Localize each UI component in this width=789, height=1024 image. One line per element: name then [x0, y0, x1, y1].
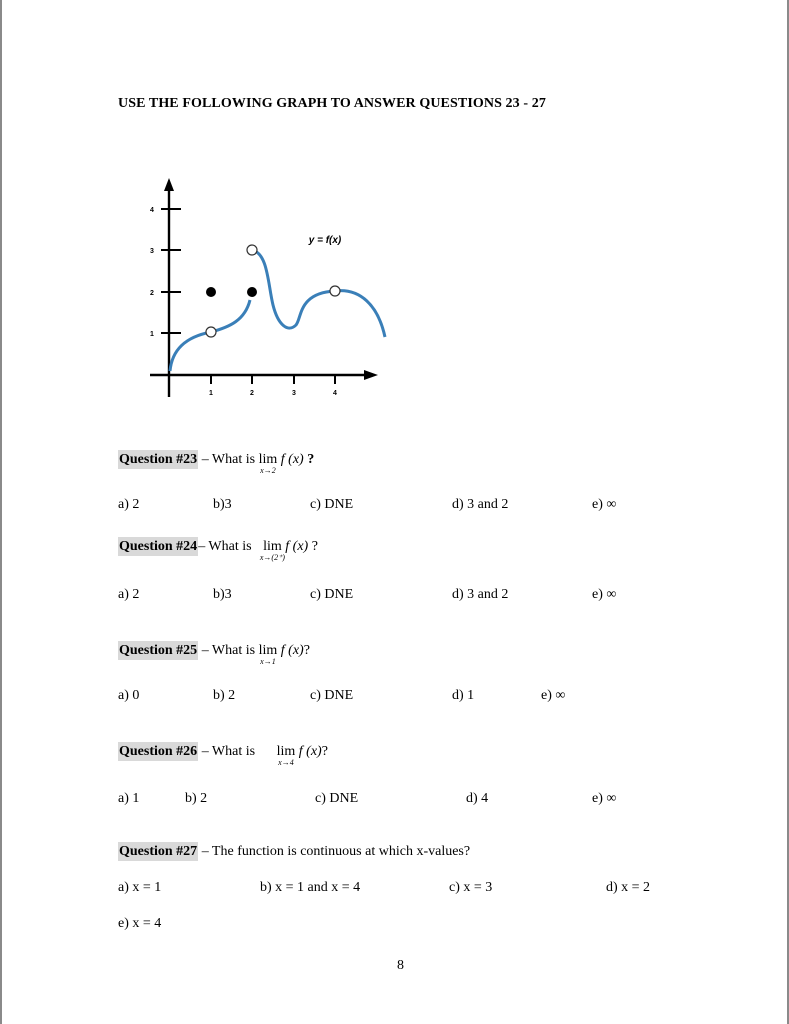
- q25-option-c[interactable]: c) DNE: [310, 688, 354, 703]
- x-axis-arrow: [364, 370, 378, 380]
- limit-expression: [258, 452, 278, 475]
- q26-option-a[interactable]: a) 1: [118, 791, 140, 806]
- curve-segment-0-to-1: [170, 332, 211, 371]
- question-26-text: – What is: [198, 744, 259, 759]
- lim-word: lim: [258, 643, 278, 658]
- question-25-text: – What is: [198, 643, 259, 658]
- q26-option-d[interactable]: d) 4: [466, 791, 489, 806]
- curve-segment-after-4: [335, 291, 385, 337]
- question-23: [118, 452, 315, 475]
- closed-point-x2: [247, 287, 257, 297]
- function-notation: f (x): [285, 539, 309, 554]
- function-label: y = f(x): [308, 235, 342, 246]
- lim-word: lim: [258, 452, 278, 467]
- q26-option-e[interactable]: e) ∞: [592, 791, 617, 806]
- q24-option-a[interactable]: a) 2: [118, 587, 140, 602]
- q26-option-b[interactable]: b) 2: [185, 791, 208, 806]
- y-tick-label-3: 3: [150, 248, 154, 255]
- page-number: 8: [397, 958, 404, 973]
- question-25-end: ?: [303, 643, 310, 658]
- lim-subscript: x→4: [278, 758, 294, 767]
- limit-expression: [259, 539, 285, 562]
- q25-option-d[interactable]: d) 1: [452, 688, 475, 703]
- q23-option-e[interactable]: e) ∞: [592, 497, 617, 512]
- limit-expression: [276, 744, 296, 767]
- question-26-end: ?: [321, 744, 328, 759]
- q25-option-a[interactable]: a) 0: [118, 688, 140, 703]
- q23-option-c[interactable]: c) DNE: [310, 497, 354, 512]
- q27-option-d[interactable]: d) x = 2: [606, 880, 651, 895]
- closed-point-x1: [206, 287, 216, 297]
- function-notation: f (x): [280, 452, 304, 467]
- q25-option-b[interactable]: b) 2: [213, 688, 236, 703]
- question-26: [118, 744, 328, 767]
- lim-word: lim: [276, 744, 296, 759]
- question-27: [118, 844, 470, 860]
- q24-option-d[interactable]: d) 3 and 2: [452, 587, 509, 602]
- function-graph: [130, 175, 390, 405]
- q24-option-e[interactable]: e) ∞: [592, 587, 617, 602]
- curve-segment-2-to-3: [252, 250, 335, 328]
- question-24: [118, 539, 318, 562]
- question-24-text: – What is: [198, 539, 256, 554]
- q27-option-c[interactable]: c) x = 3: [449, 880, 493, 895]
- limit-expression: [258, 643, 278, 666]
- q23-option-b[interactable]: b)3: [213, 497, 232, 512]
- page-border-left: [0, 0, 2, 1024]
- q27-option-e[interactable]: e) x = 4: [118, 916, 162, 931]
- y-tick-label-2: 2: [150, 290, 154, 297]
- y-tick-label-4: 4: [150, 207, 154, 214]
- y-axis-arrow: [164, 178, 174, 191]
- lim-word: lim: [263, 539, 282, 554]
- question-23-text: – What is: [198, 452, 259, 467]
- lim-subscript: x→2: [260, 466, 276, 475]
- open-point-x1: [206, 327, 216, 337]
- function-notation: f (x): [280, 643, 304, 658]
- y-tick-label-1: 1: [150, 331, 154, 338]
- x-tick-label-4: 4: [333, 390, 337, 397]
- x-tick-label-2: 2: [250, 390, 254, 397]
- q26-option-c[interactable]: c) DNE: [315, 791, 359, 806]
- question-25: [118, 643, 310, 666]
- x-tick-label-3: 3: [292, 390, 296, 397]
- q24-option-c[interactable]: c) DNE: [310, 587, 354, 602]
- question-23-label: Question #23: [119, 452, 198, 467]
- q23-option-a[interactable]: a) 2: [118, 497, 140, 512]
- open-point-x2: [247, 245, 257, 255]
- q27-option-a[interactable]: a) x = 1: [118, 880, 162, 895]
- open-point-x4: [330, 286, 340, 296]
- section-heading: USE THE FOLLOWING GRAPH TO ANSWER QUESTIONS 23 - 27: [118, 96, 546, 111]
- question-24-end: ?: [308, 539, 318, 554]
- question-27-text: – The function is continuous at which x-values?: [198, 844, 471, 859]
- function-notation: f (x): [298, 744, 322, 759]
- question-26-label: Question #26: [119, 744, 198, 759]
- q23-option-d[interactable]: d) 3 and 2: [452, 497, 509, 512]
- x-tick-label-1: 1: [209, 390, 213, 397]
- question-27-label: Question #27: [119, 844, 198, 859]
- q27-option-b[interactable]: b) x = 1 and x = 4: [260, 880, 361, 895]
- lim-subscript: x→1: [260, 657, 276, 666]
- lim-subscript: x→(2⁺): [259, 553, 285, 562]
- question-23-end: ?: [303, 452, 315, 467]
- question-24-label: Question #24: [119, 539, 198, 554]
- q24-option-b[interactable]: b)3: [213, 587, 232, 602]
- question-25-label: Question #25: [119, 643, 198, 658]
- q25-option-e[interactable]: e) ∞: [541, 688, 566, 703]
- curve-segment-1-to-2: [211, 300, 250, 332]
